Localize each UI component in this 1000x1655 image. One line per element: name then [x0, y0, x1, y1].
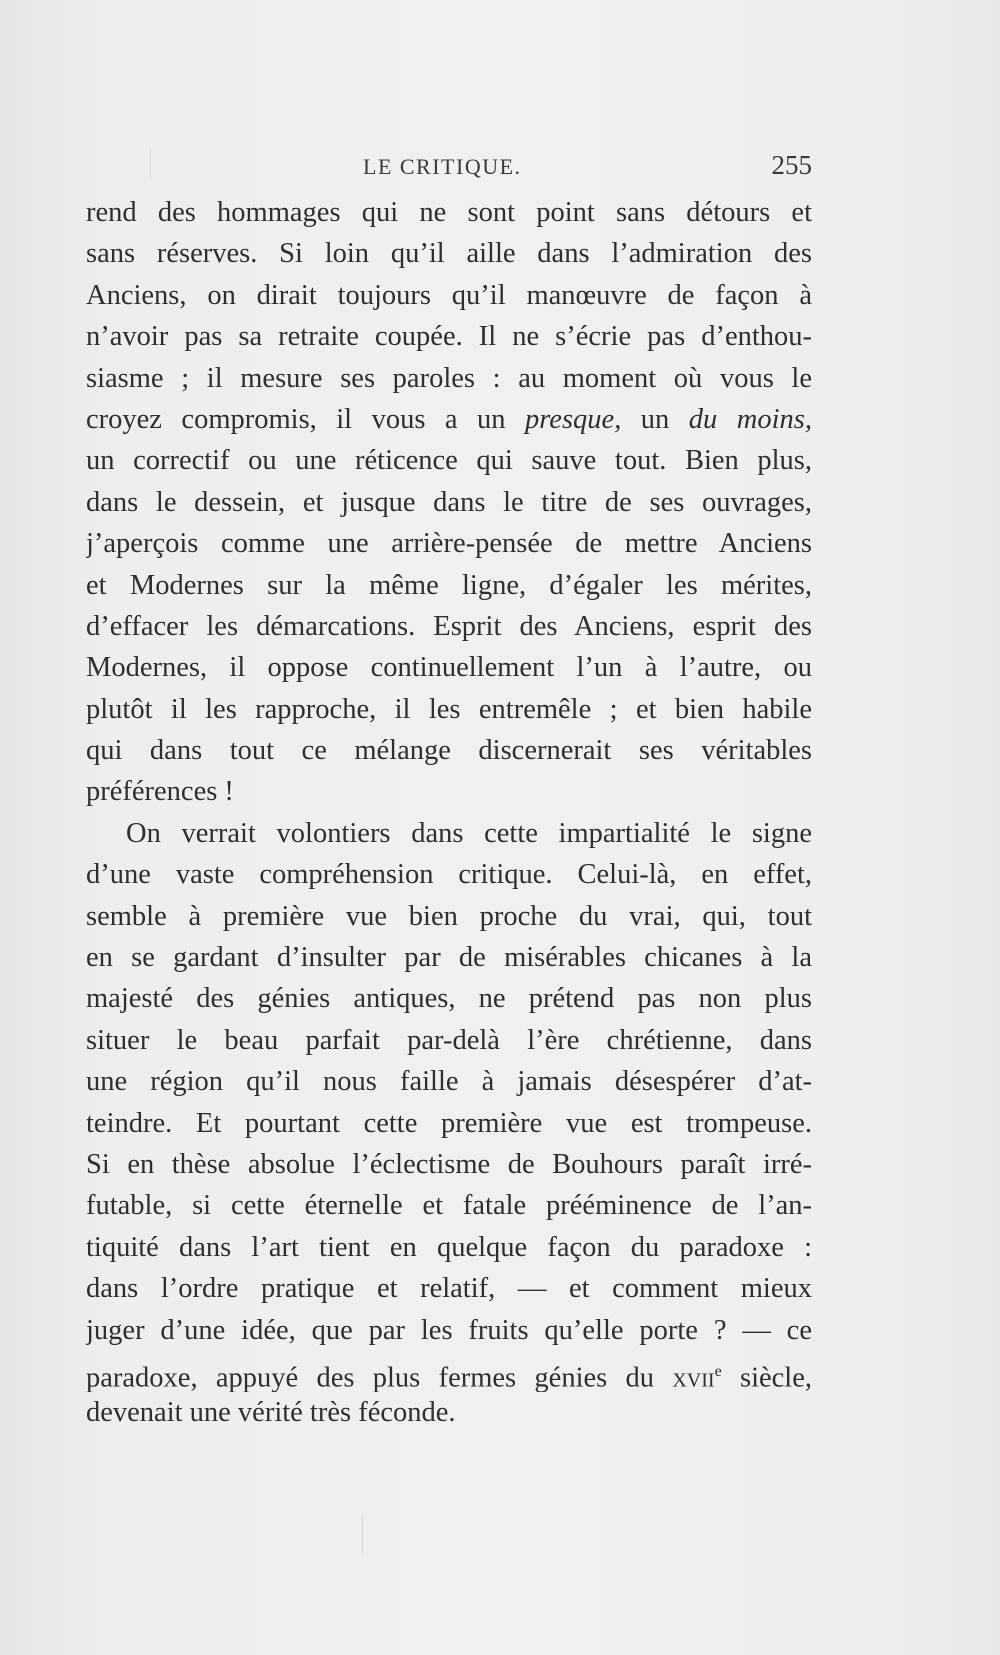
text-line: sans réserves. Si loin qu’il aille dans l’admiration des: [86, 238, 812, 270]
text-run: croyez compromis, il vous a un: [86, 403, 526, 435]
superscript-e: e: [714, 1362, 722, 1380]
paper-mark: [362, 1515, 363, 1555]
text-line: [86, 1351, 812, 1392]
text-line: semble à première vue bien proche du vrai, qui, tout: [86, 900, 812, 932]
text-run: siècle,: [721, 1362, 812, 1393]
text-line: majesté des génies antiques, ne prétend pas non plus: [86, 983, 812, 1015]
text-line: dans le dessein, et jusque dans le titre de ses ouvrages,: [86, 486, 812, 518]
paper-mark: [150, 148, 151, 178]
paragraph-2: [86, 813, 812, 1434]
text-line: siasme ; il mesure ses paroles : au moment où vous le: [86, 362, 812, 394]
text-line: d’effacer les démarcations. Esprit des Anciens, esprit des: [86, 610, 812, 642]
text-line: et Modernes sur la même ligne, d’égaler les mérites,: [86, 569, 812, 601]
text-line: rend des hommages qui ne sont point sans détours et: [86, 197, 812, 228]
running-head: [85, 150, 812, 190]
text-line: tiquité dans l’art tient en quelque façon du paradoxe :: [86, 1231, 812, 1263]
text-line: en se gardant d’insulter par de misérables chicanes à la: [86, 942, 812, 974]
text-line: Si en thèse absolue l’éclectisme de Bouhours paraît irré-: [86, 1148, 812, 1180]
text-line: n’avoir pas sa retraite coupée. Il ne s’écrie pas d’enthou-: [86, 321, 812, 353]
text-line: teindre. Et pourtant cette première vue est trompeuse.: [86, 1107, 812, 1139]
text-line: une région qu’il nous faille à jamais désespérer d’at-: [86, 1066, 812, 1098]
text-line: situer le beau parfait par-delà l’ère chrétienne, dans: [86, 1024, 812, 1056]
text-line: dans l’ordre pratique et relatif, — et comment mieux: [86, 1273, 812, 1305]
text-run: un: [621, 403, 689, 435]
italic-du-moins: du moins,: [688, 403, 812, 435]
text-line: d’une vaste compréhension critique. Celui-là, en effet,: [86, 859, 812, 891]
text-line: futable, si cette éternelle et fatale prééminence de l’an-: [86, 1190, 812, 1222]
text-line: qui dans tout ce mélange discernerait ses véritables: [86, 735, 812, 767]
text-line: un correctif ou une réticence qui sauve tout. Bien plus,: [86, 445, 812, 477]
paragraph-1: [86, 192, 812, 813]
text-line: préférences !: [86, 776, 234, 808]
italic-presque: presque,: [525, 403, 622, 435]
text-run: paradoxe, appuyé des plus fermes génies du: [86, 1362, 673, 1393]
text-line: Modernes, il oppose continuellement l’un à l’autre, ou: [86, 652, 812, 684]
body-text: [86, 192, 812, 1434]
text-line: j’aperçois comme une arrière-pensée de mettre Anciens: [86, 528, 812, 560]
text-line: juger d’une idée, que par les fruits qu’elle porte ? — ce: [86, 1314, 812, 1346]
text-line: Anciens, on dirait toujours qu’il manœuvre de façon à: [86, 279, 812, 311]
text-line: [86, 399, 812, 440]
text-line: plutôt il les rapproche, il les entremêle ; et bien habile: [86, 693, 812, 725]
text-line: On verrait volontiers dans cette impartialité le signe: [126, 817, 812, 849]
small-caps-century: xvii: [672, 1362, 715, 1393]
text-line: devenait une vérité très féconde.: [86, 1397, 456, 1429]
running-title: LE CRITIQUE.: [363, 154, 522, 179]
page-number: 255: [771, 150, 812, 180]
